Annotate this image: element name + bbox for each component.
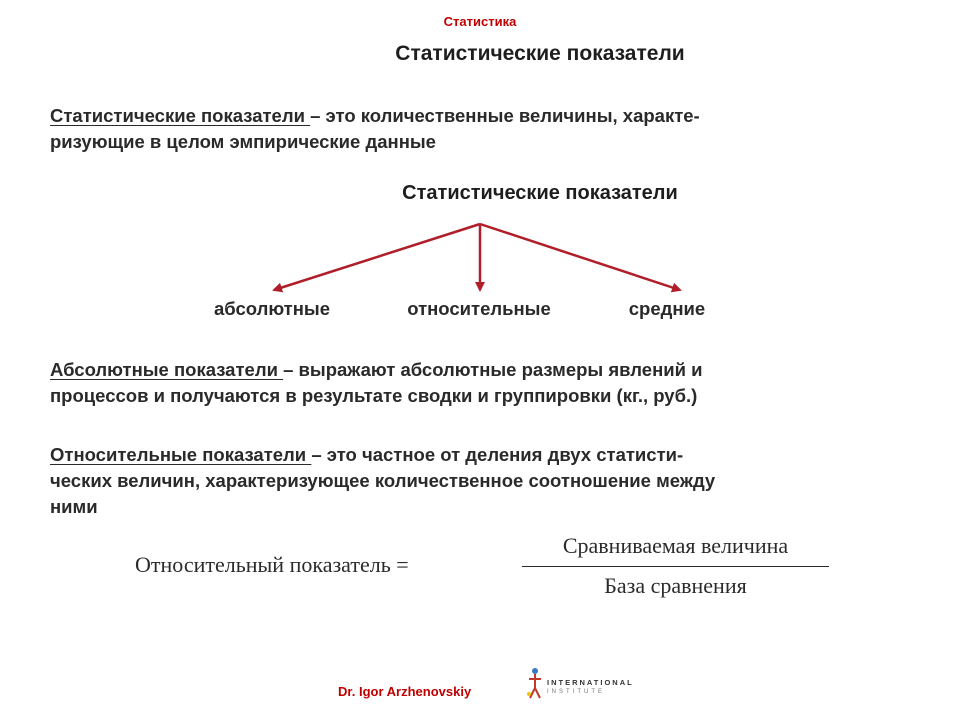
formula-lhs: Относительный показатель = — [135, 552, 409, 577]
formula-fraction-bar — [522, 566, 829, 567]
branch-absolute: абсолютные — [213, 298, 330, 319]
page-title: Статистические показатели — [395, 42, 685, 65]
header-label: Статистика — [443, 14, 517, 29]
branch-average: средние — [628, 298, 706, 319]
relative-text-line2: ческих величин, характеризующее количественное соотношение между — [50, 470, 716, 491]
definition-text-line2: ризующие в целом эмпирические данные — [50, 131, 436, 152]
formula-numerator: Сравниваемая величина — [562, 533, 789, 558]
absolute-text-line1: – выражают абсолютные размеры явлений и — [283, 359, 703, 380]
branch-relative: относительные — [407, 298, 551, 319]
absolute-paragraph — [50, 357, 920, 409]
logo-figure-icon — [525, 664, 547, 704]
logo-subtext: INSTITUTE — [547, 689, 605, 695]
arrow-to-average — [480, 224, 680, 290]
definition-text-line1: – это количественные величины, характе- — [310, 105, 700, 126]
diagram-root-label: Статистические показатели — [402, 182, 678, 204]
footer-author: Dr. Igor Arzhenovskiy — [338, 684, 472, 699]
relative-text-line1: – это частное от деления двух статисти- — [311, 444, 684, 465]
relative-text-line3: ними — [50, 496, 98, 517]
institute-logo — [525, 664, 635, 704]
logo-text: INTERNATIONAL — [547, 678, 634, 687]
relative-paragraph — [50, 442, 920, 520]
absolute-term: Абсолютные показатели — [50, 359, 284, 380]
arrow-to-absolute — [274, 224, 480, 290]
absolute-text-line2: процессов и получаются в результате сводки и группировки (кг., руб.) — [50, 385, 698, 406]
formula-denominator: База сравнения — [604, 573, 747, 598]
definition-term: Статистические показатели — [50, 105, 311, 126]
relative-term: Относительные показатели — [50, 444, 312, 465]
